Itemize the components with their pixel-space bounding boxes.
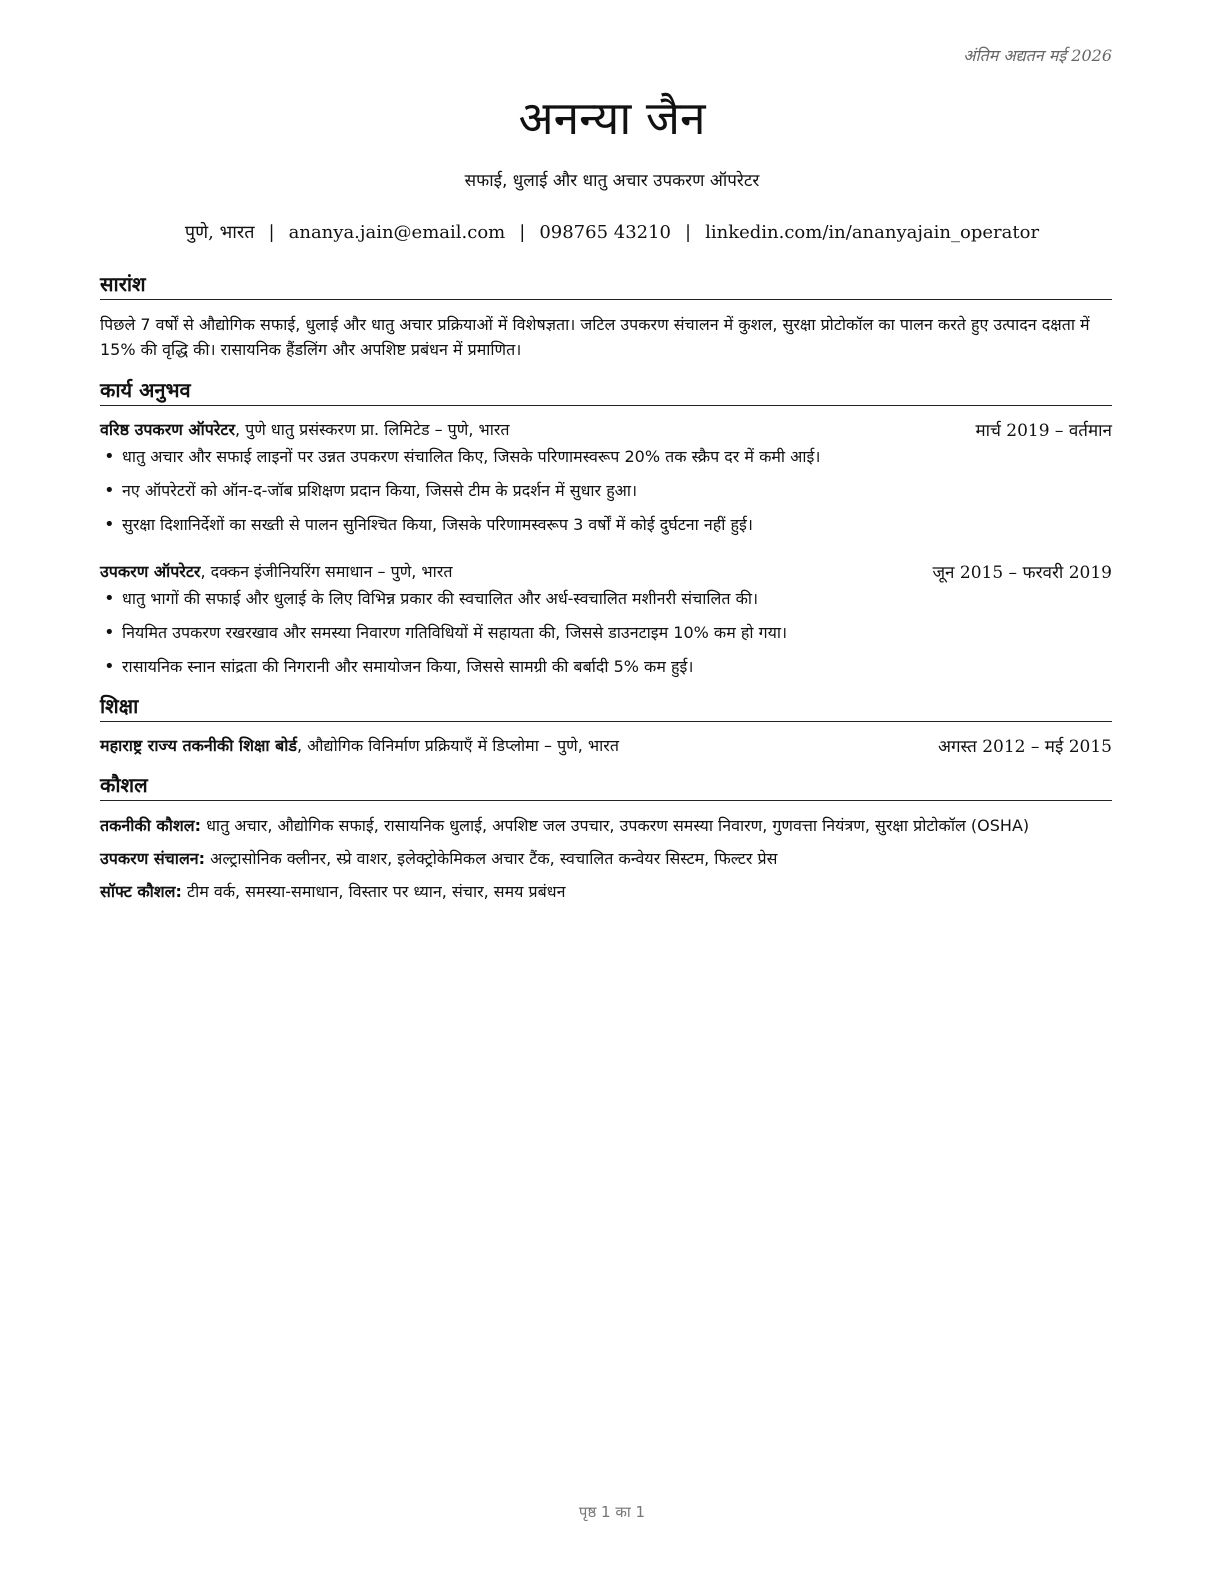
skill-line-technical	[100, 813, 1112, 838]
job-bullets	[100, 587, 1112, 678]
job-bullet: • रासायनिक स्नान सांद्रता की निगरानी और समायोजन किया, जिससे सामग्री की बर्बादी 5% कम हुई।	[100, 655, 1112, 678]
contact-line	[0, 220, 1224, 244]
summary-heading: सारांश	[100, 270, 1112, 300]
job-dates: जून 2015 – फरवरी 2019	[932, 563, 1112, 583]
page-number-footer: पृष्ठ 1 का 1	[578, 1503, 646, 1521]
contact-email[interactable]: ananya.jain@email.com	[288, 222, 506, 243]
job-role: वरिष्ठ उपकरण ऑपरेटर	[100, 420, 236, 439]
skill-value: अल्ट्रासोनिक क्लीनर, स्प्रे वाशर, इलेक्ट्रोकेमिकल अचार टैंक, स्वचालित कन्वेयर सिस्टम, फिल्टर प्रेस	[205, 849, 778, 868]
job-role-org	[100, 418, 510, 441]
skill-value: टीम वर्क, समस्या-समाधान, विस्तार पर ध्यान, संचार, समय प्रबंधन	[181, 882, 566, 901]
summary-text: पिछले 7 वर्षों से औद्योगिक सफाई, धुलाई और धातु अचार प्रक्रियाओं में विशेषज्ञता। जटिल उपकरण संचालन में कुशल, सुरक्षा प्रोटोकॉल का पालन करते हुए उत्पादन दक्षता में 15% की वृद्धि की। रासायनिक हैंडलिंग और अपशिष्ट प्रबंधन में प्रमाणित।	[100, 315, 1090, 359]
job-role-org	[100, 560, 453, 583]
skills-heading: कौशल	[100, 771, 1112, 801]
job-org: , पुणे धातु प्रसंस्करण प्रा. लिमिटेड – पुणे, भारत	[235, 420, 510, 439]
contact-location: पुणे, भारत	[184, 222, 255, 243]
contact-linkedin[interactable]: linkedin.com/in/ananyajain_operator	[705, 222, 1040, 243]
job-bullets	[100, 445, 1112, 536]
last-updated-note: अंतिम अद्यतन मई 2026	[963, 46, 1112, 65]
skill-line-soft	[100, 879, 1112, 904]
job-bullet: • नए ऑपरेटरों को ऑन-द-जॉब प्रशिक्षण प्रदान किया, जिससे टीम के प्रदर्शन में सुधार हुआ।	[100, 479, 1112, 502]
job-bullet: • धातु भागों की सफाई और धुलाई के लिए विभिन्न प्रकार की स्वचालित और अर्ध-स्वचालित मशीनरी संचालित की।	[100, 587, 1112, 610]
education-detail: , औद्योगिक विनिर्माण प्रक्रियाएँ में डिप्लोमा – पुणे, भारत	[297, 736, 619, 755]
job-dates: मार्च 2019 – वर्तमान	[975, 421, 1112, 441]
contact-separator: |	[519, 222, 526, 243]
job-org: , दक्कन इंजीनियरिंग समाधान – पुणे, भारत	[200, 562, 453, 581]
job-role: उपकरण ऑपरेटर	[100, 562, 201, 581]
education-heading: शिक्षा	[100, 692, 1112, 722]
skill-value: धातु अचार, औद्योगिक सफाई, रासायनिक धुलाई, अपशिष्ट जल उपचार, उपकरण समस्या निवारण, गुणवत्ता नियंत्रण, सुरक्षा प्रोटोकॉल (OSHA)	[201, 816, 1030, 835]
candidate-name: अनन्या जैन	[518, 91, 706, 145]
skill-label: तकनीकी कौशल:	[100, 816, 201, 835]
job-bullet: • सुरक्षा दिशानिर्देशों का सख्ती से पालन सुनिश्चित किया, जिसके परिणामस्वरूप 3 वर्षों में कोई दुर्घटना नहीं हुई।	[100, 513, 1112, 536]
job-header	[100, 418, 1112, 441]
job-bullet: • नियमित उपकरण रखरखाव और समस्या निवारण गतिविधियों में सहायता की, जिससे डाउनटाइम 10% कम हो गया।	[100, 621, 1112, 644]
contact-phone[interactable]: 098765 43210	[539, 222, 672, 243]
education-dates: अगस्त 2012 – मई 2015	[937, 737, 1112, 757]
contact-separator: |	[268, 222, 275, 243]
job-title-subtitle: सफाई, धुलाई और धातु अचार उपकरण ऑपरेटर	[464, 171, 760, 191]
job-entry	[100, 560, 1112, 678]
education-institution-detail	[100, 734, 619, 757]
skill-label: सॉफ्ट कौशल:	[100, 882, 182, 901]
skill-label: उपकरण संचालन:	[100, 849, 206, 868]
education-entry	[100, 734, 1112, 757]
job-bullet: • धातु अचार और सफाई लाइनों पर उन्नत उपकरण संचालित किए, जिसके परिणामस्वरूप 20% तक स्क्रैप दर में कमी आई।	[100, 445, 1112, 468]
job-entry	[100, 418, 1112, 536]
contact-separator: |	[685, 222, 692, 243]
skill-line-equipment	[100, 846, 1112, 871]
job-header	[100, 560, 1112, 583]
education-institution: महाराष्ट्र राज्य तकनीकी शिक्षा बोर्ड	[100, 736, 297, 755]
experience-heading: कार्य अनुभव	[100, 376, 1112, 406]
resume-body	[100, 270, 1112, 912]
